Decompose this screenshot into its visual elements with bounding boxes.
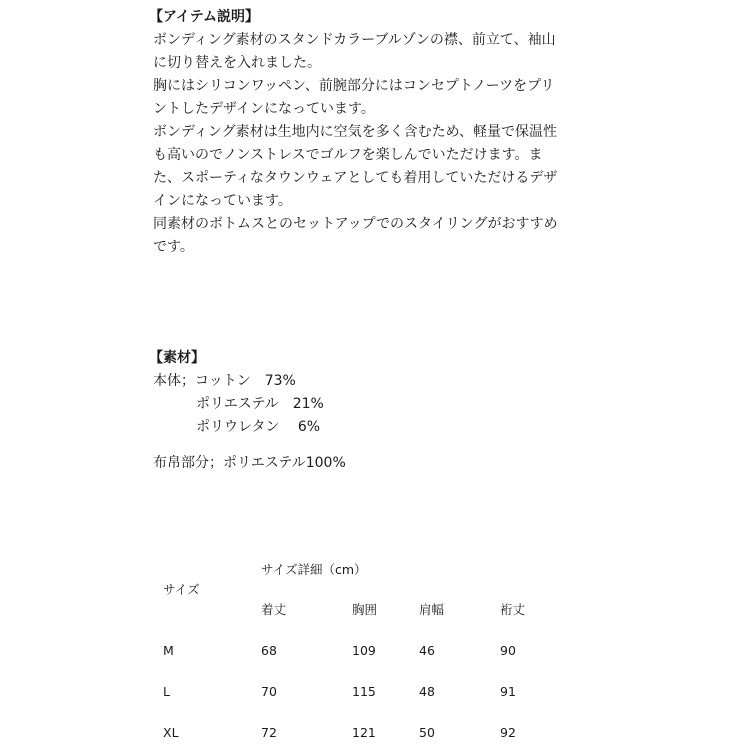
description-line: た、スポーティなタウンウェアとしても着用していただけるデザ <box>153 170 558 186</box>
item-description-heading: 【アイテム説明】 <box>149 9 260 25</box>
table-cell: 48 <box>419 684 435 699</box>
table-cell: 72 <box>261 725 277 740</box>
table-cell: 90 <box>500 643 516 658</box>
table-cell: 68 <box>261 643 277 658</box>
column-header-chest: 胸囲 <box>352 602 378 617</box>
table-cell: 92 <box>500 725 516 740</box>
table-cell: 70 <box>261 684 277 699</box>
material-line-polyester: ポリエステル 21% <box>196 396 324 412</box>
description-line: に切り替えを入れました。 <box>153 55 321 71</box>
column-header-length: 着丈 <box>261 602 287 617</box>
item-description-section <box>149 6 573 259</box>
materials-heading: 【素材】 <box>149 350 205 366</box>
material-line-polyurethane: ポリウレタン 6% <box>196 419 321 435</box>
table-cell: 50 <box>419 725 435 740</box>
table-cell: 109 <box>352 643 376 658</box>
description-line: ントしたデザインになっています。 <box>153 101 375 117</box>
description-line: も高いのでノンストレスでゴルフを楽しんでいただけます。ま <box>153 147 543 163</box>
material-line-cotton: 本体；コットン 73% <box>153 373 296 389</box>
size-label-xl: XL <box>163 725 179 740</box>
item-description-text <box>153 29 573 259</box>
table-cell: 91 <box>500 684 516 699</box>
description-line: インになっています。 <box>153 193 292 209</box>
column-header-sleeve: 裄丈 <box>500 602 526 617</box>
column-header-shoulder: 肩幅 <box>419 602 445 617</box>
description-line: ボンディング素材は生地内に空気を多く含むため、軽量で保温性 <box>153 124 558 140</box>
description-line: ボンディング素材のスタンドカラーブルゾンの襟、前立て、袖山 <box>153 32 556 48</box>
size-label-m: M <box>163 643 174 658</box>
description-line: 胸にはシリコンワッペン、前腕部分にはコンセプトノーツをプリ <box>153 78 555 94</box>
table-cell: 115 <box>352 684 376 699</box>
table-cell: 121 <box>352 725 376 740</box>
table-cell: 46 <box>419 643 435 658</box>
size-label-l: L <box>163 684 170 699</box>
size-table-caption: サイズ詳細（cm） <box>261 562 367 577</box>
description-line: 同素材のボトムスとのセットアップでのスタイリングがおすすめ <box>153 216 558 232</box>
description-line: です。 <box>153 239 194 255</box>
material-line-fabric-part: 布帛部分；ポリエステル100% <box>153 455 346 471</box>
materials-section <box>149 347 346 475</box>
size-column-header: サイズ <box>163 582 200 597</box>
